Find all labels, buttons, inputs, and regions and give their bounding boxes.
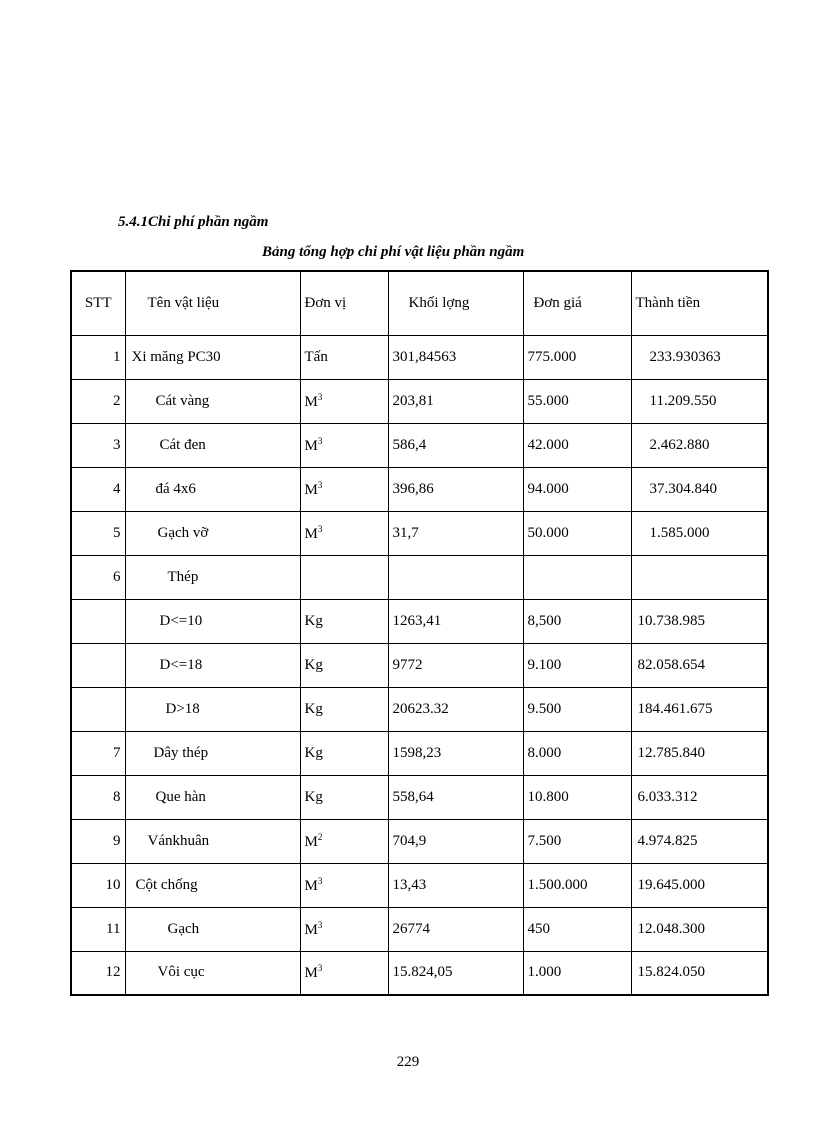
total-cell: 184.461.675 <box>631 687 768 731</box>
unit-price-cell: 1.500.000 <box>523 863 631 907</box>
quantity-cell: 26774 <box>388 907 523 951</box>
table-body <box>71 335 768 995</box>
total-cell: 10.738.985 <box>631 599 768 643</box>
material-name-cell: Cột chống <box>125 863 300 907</box>
unit-price-cell <box>523 555 631 599</box>
material-name-cell: Thép <box>125 555 300 599</box>
stt-cell: 1 <box>71 335 125 379</box>
quantity-cell: 9772 <box>388 643 523 687</box>
stt-cell: 12 <box>71 951 125 995</box>
table-row <box>71 731 768 775</box>
material-name-cell: Vánkhuân <box>125 819 300 863</box>
unit-cell: $M^3$ <box>300 467 388 511</box>
total-cell: 82.058.654 <box>631 643 768 687</box>
unit-superscript: 3 <box>317 479 323 490</box>
unit-superscript: 3 <box>317 963 323 974</box>
total-cell: 6.033.312 <box>631 775 768 819</box>
total-cell: 1.585.000 <box>631 511 768 555</box>
column-header-unit: Đơn vị <box>300 271 388 335</box>
total-cell: 12.048.300 <box>631 907 768 951</box>
total-cell: 233.930363 <box>631 335 768 379</box>
unit-cell: Kg <box>300 775 388 819</box>
stt-cell: 7 <box>71 731 125 775</box>
section-heading: 5.4.1Chi phí phần ngầm <box>118 214 269 230</box>
stt-cell: 5 <box>71 511 125 555</box>
total-cell: 12.785.840 <box>631 731 768 775</box>
material-name-cell: Cát vàng <box>125 379 300 423</box>
total-cell: 4.974.825 <box>631 819 768 863</box>
quantity-cell <box>388 555 523 599</box>
unit-price-cell: 9.500 <box>523 687 631 731</box>
table-row <box>71 687 768 731</box>
quantity-cell: 1263,41 <box>388 599 523 643</box>
unit-cell: $M^3$ <box>300 907 388 951</box>
materials-cost-table <box>70 270 769 996</box>
stt-cell: 8 <box>71 775 125 819</box>
unit-price-cell: 10.800 <box>523 775 631 819</box>
unit-cell: $M^3$ <box>300 863 388 907</box>
unit-superscript: 3 <box>317 435 323 446</box>
quantity-cell: 396,86 <box>388 467 523 511</box>
total-cell: 19.645.000 <box>631 863 768 907</box>
material-name-cell: Vôi cục <box>125 951 300 995</box>
total-cell: 2.462.880 <box>631 423 768 467</box>
unit-cell: $M^3$ <box>300 379 388 423</box>
stt-cell: 6 <box>71 555 125 599</box>
stt-cell: 2 <box>71 379 125 423</box>
unit-cell: $M^3$ <box>300 951 388 995</box>
total-cell <box>631 555 768 599</box>
unit-cell: Kg <box>300 599 388 643</box>
quantity-cell: 15.824,05 <box>388 951 523 995</box>
material-name-cell: Dây thép <box>125 731 300 775</box>
quantity-cell: 704,9 <box>388 819 523 863</box>
unit-price-cell: 42.000 <box>523 423 631 467</box>
unit-superscript: 3 <box>317 875 323 886</box>
stt-cell <box>71 643 125 687</box>
stt-cell: 10 <box>71 863 125 907</box>
table-row <box>71 379 768 423</box>
total-cell: 11.209.550 <box>631 379 768 423</box>
material-name-cell: Gạch <box>125 907 300 951</box>
total-cell: 15.824.050 <box>631 951 768 995</box>
unit-price-cell: 9.100 <box>523 643 631 687</box>
table-header-row <box>71 271 768 335</box>
unit-cell: $M^3$ <box>300 423 388 467</box>
table-row <box>71 819 768 863</box>
column-header-unit-price: Đơn giá <box>523 271 631 335</box>
column-header-stt: STT <box>71 271 125 335</box>
table-row <box>71 951 768 995</box>
material-name-cell: Xi măng PC30 <box>125 335 300 379</box>
quantity-cell: 20623.32 <box>388 687 523 731</box>
quantity-cell: 558,64 <box>388 775 523 819</box>
table-row <box>71 863 768 907</box>
table-row <box>71 423 768 467</box>
material-name-cell: Que hàn <box>125 775 300 819</box>
column-header-quantity: Khối lợng <box>388 271 523 335</box>
unit-superscript: 3 <box>317 391 323 402</box>
stt-cell: 4 <box>71 467 125 511</box>
table-row <box>71 907 768 951</box>
unit-superscript: 3 <box>317 523 323 534</box>
quantity-cell: 586,4 <box>388 423 523 467</box>
stt-cell <box>71 687 125 731</box>
total-cell: 37.304.840 <box>631 467 768 511</box>
table-row <box>71 643 768 687</box>
material-name-cell: Gạch vỡ <box>125 511 300 555</box>
material-name-cell: đá 4x6 <box>125 467 300 511</box>
unit-price-cell: 50.000 <box>523 511 631 555</box>
unit-cell: Kg <box>300 643 388 687</box>
quantity-cell: 203,81 <box>388 379 523 423</box>
stt-cell: 9 <box>71 819 125 863</box>
material-name-cell: D>18 <box>125 687 300 731</box>
table-row <box>71 511 768 555</box>
unit-price-cell: 8,500 <box>523 599 631 643</box>
stt-cell <box>71 599 125 643</box>
column-header-name: Tên vật liệu <box>125 271 300 335</box>
quantity-cell: 301,84563 <box>388 335 523 379</box>
unit-superscript: 2 <box>317 831 323 842</box>
unit-cell: $M^3$ <box>300 511 388 555</box>
material-name-cell: D<=18 <box>125 643 300 687</box>
unit-price-cell: 775.000 <box>523 335 631 379</box>
material-name-cell: Cát đen <box>125 423 300 467</box>
unit-cell: Kg <box>300 687 388 731</box>
table-row <box>71 467 768 511</box>
unit-cell <box>300 555 388 599</box>
unit-price-cell: 1.000 <box>523 951 631 995</box>
column-header-total: Thành tiền <box>631 271 768 335</box>
quantity-cell: 13,43 <box>388 863 523 907</box>
unit-superscript: 3 <box>317 919 323 930</box>
material-name-cell: D<=10 <box>125 599 300 643</box>
unit-cell: $M^2$ <box>300 819 388 863</box>
table-row <box>71 599 768 643</box>
unit-price-cell: 7.500 <box>523 819 631 863</box>
unit-price-cell: 8.000 <box>523 731 631 775</box>
unit-cell: Tấn <box>300 335 388 379</box>
table-row <box>71 335 768 379</box>
unit-price-cell: 94.000 <box>523 467 631 511</box>
page-number: 229 <box>396 1054 420 1070</box>
quantity-cell: 1598,23 <box>388 731 523 775</box>
unit-price-cell: 55.000 <box>523 379 631 423</box>
stt-cell: 3 <box>71 423 125 467</box>
table-row <box>71 555 768 599</box>
table-row <box>71 775 768 819</box>
quantity-cell: 31,7 <box>388 511 523 555</box>
table-title: Bảng tổng hợp chi phí vật liệu phần ngầm <box>262 244 525 260</box>
unit-price-cell: 450 <box>523 907 631 951</box>
stt-cell: 11 <box>71 907 125 951</box>
unit-cell: Kg <box>300 731 388 775</box>
